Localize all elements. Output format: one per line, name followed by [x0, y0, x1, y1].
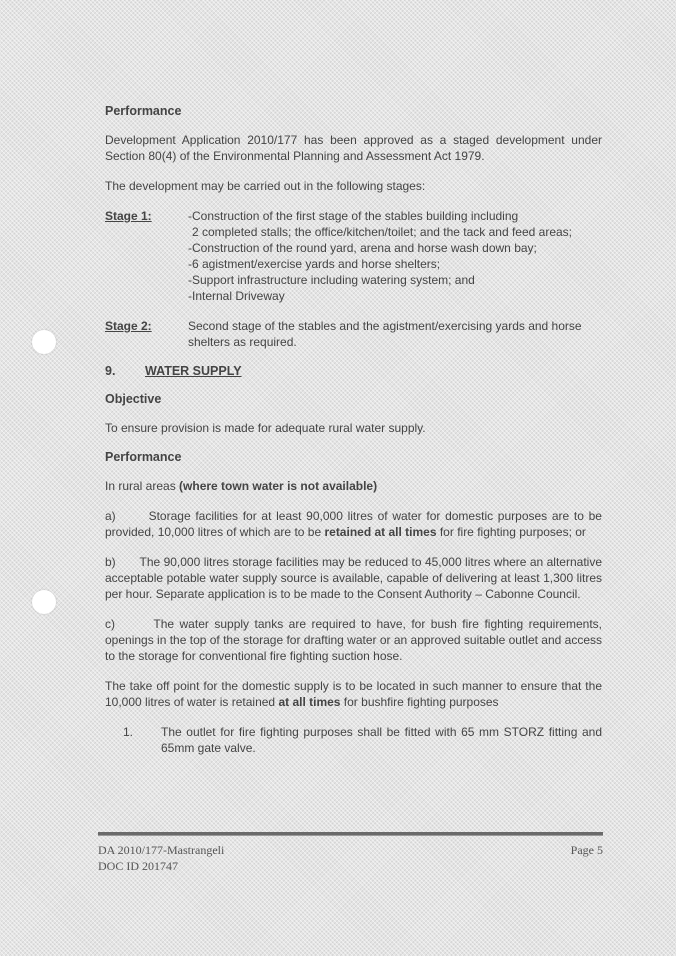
footer-rule — [98, 832, 603, 836]
performance-heading: Performance — [105, 104, 182, 118]
approval-paragraph: Development Application 2010/177 has been approved as a staged development under Section 80(4) of the Environmental Planning and Assessment Act 1979. — [105, 133, 602, 163]
stage-1-line: 2 completed stalls; the office/kitchen/toilet; and the tack and feed areas; — [192, 225, 573, 239]
punch-hole-top — [32, 330, 56, 354]
clause-a — [105, 508, 602, 540]
rural-areas-intro — [105, 478, 602, 494]
objective-heading: Objective — [105, 392, 162, 406]
section-title: WATER SUPPLY — [145, 364, 242, 378]
stage-1-block — [105, 208, 602, 304]
section-heading — [105, 364, 602, 378]
stage-1-body — [188, 208, 602, 304]
intro-bold: (where town water is not available) — [179, 479, 378, 493]
footer-doc-ref: DA 2010/177-Mastrangeli — [98, 843, 225, 857]
stage-2-text: Second stage of the stables and the agistment/exercising yards and horse shelters as required. — [188, 319, 582, 349]
list-item — [105, 724, 602, 756]
page-number: Page 5 — [570, 843, 603, 857]
clause-a-label: a) — [105, 509, 116, 523]
takeoff-paragraph — [105, 678, 602, 710]
clause-c-text: The water supply tanks are required to have, for bush fire fighting requirements, openings in the top of the storage for drafting water or an approved suitable outlet and access to the storage for conventional fire fighting suction hose. — [105, 617, 602, 663]
stages-intro: The development may be carried out in the following stages: — [105, 179, 426, 193]
clause-a-text-end: for fire fighting purposes; or — [436, 525, 586, 539]
stage-1-label: Stage 1: — [105, 209, 152, 223]
stage-2-label: Stage 2: — [105, 319, 152, 333]
clause-a-bold: retained at all times — [324, 525, 437, 539]
footer-left — [98, 842, 224, 874]
takeoff-bold: at all times — [278, 695, 341, 709]
takeoff-text: The take off point for the domestic supply is to be located in such manner to ensure that the 10,000 litres of water is retained — [105, 679, 602, 709]
list-item-number: 1. — [123, 725, 134, 739]
objective-text: To ensure provision is made for adequate rural water supply. — [105, 421, 426, 435]
clause-b-label: b) — [105, 555, 116, 569]
clause-b — [105, 554, 602, 602]
performance-heading-2: Performance — [105, 450, 182, 464]
clause-a-text: Storage facilities for at least 90,000 litres of water for domestic purposes are to be provided, 10,000 litres of which are to be — [105, 509, 602, 539]
takeoff-text-end: for bushfire fighting purposes — [340, 695, 499, 709]
stage-1-line: -Construction of the first stage of the stables building including — [188, 209, 519, 223]
stage-1-line: -Internal Driveway — [188, 289, 285, 303]
punch-hole-bottom — [32, 590, 56, 614]
section-number: 9. — [105, 364, 116, 378]
intro-text: In rural areas — [105, 479, 180, 493]
clause-b-text: The 90,000 litres storage facilities may be reduced to 45,000 litres where an alternative acceptable potable water supply source is available, capable of delivering at least 1,300 litres per hour. Separate application is to be made to the Consent Authority – Cabonne Council. — [105, 555, 602, 601]
stage-1-line: -Construction of the round yard, arena and horse wash down bay; — [188, 241, 537, 255]
stage-1-line: -Support infrastructure including watering system; and — [188, 273, 475, 287]
list-item-text: The outlet for fire fighting purposes shall be fitted with 65 mm STORZ fitting and 65mm gate valve. — [161, 725, 602, 755]
page-content — [105, 104, 602, 756]
stage-1-line: -6 agistment/exercise yards and horse shelters; — [188, 257, 441, 271]
footer-doc-id: DOC ID 201747 — [98, 859, 178, 873]
page-footer — [98, 842, 603, 874]
stage-2-block — [105, 318, 602, 350]
clause-c-label: c) — [105, 617, 115, 631]
clause-c — [105, 616, 602, 664]
